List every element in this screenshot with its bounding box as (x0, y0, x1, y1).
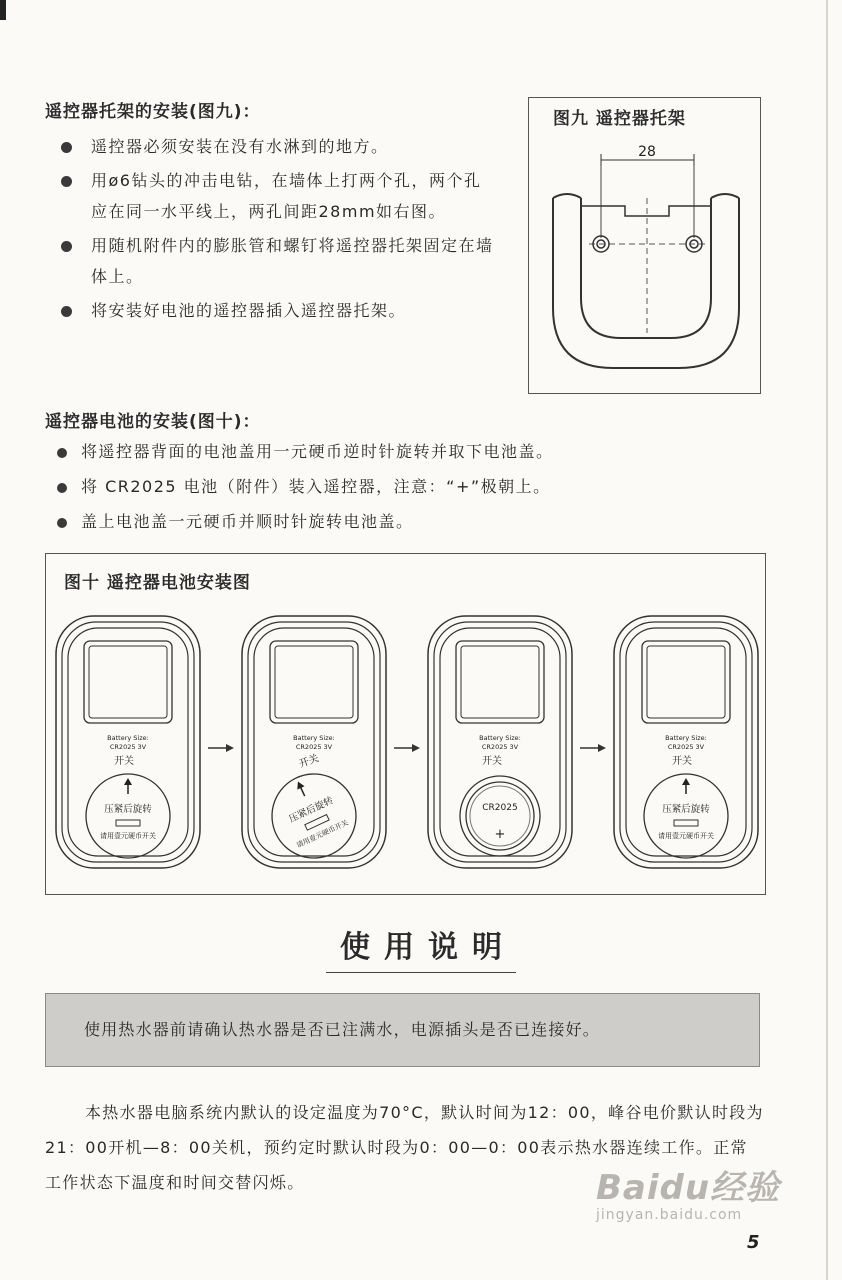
figure-9-title: 图九 遥控器托架 (553, 109, 686, 129)
bullet-icon (61, 176, 72, 187)
watermark-url: jingyan.baidu.com (596, 1207, 743, 1223)
bullet-icon (57, 448, 67, 458)
arrow-up-icon (124, 778, 132, 785)
bullet-icon (57, 518, 67, 528)
coin-instruction: 请用壹元硬币开关 (100, 832, 156, 840)
battery-spec-label: CR2025 3V (481, 743, 519, 751)
list-item (57, 471, 745, 502)
usage-title-wrap (0, 922, 842, 973)
list-item-text: 用随机附件内的膨胀管和螺钉将遥控器托架固定在墙体上。 (91, 236, 494, 286)
list-item-text: 遥控器必须安装在没有水淋到的地方。 (91, 137, 389, 156)
arrow-up-icon (294, 780, 304, 790)
coin-instruction: 请用壹元硬币开关 (295, 818, 350, 850)
bracket-diagram (529, 98, 762, 395)
battery-compartment (460, 776, 540, 856)
battery-cover (644, 774, 728, 858)
battery-spec-label: CR2025 3V (295, 743, 333, 751)
remote-step-2 (242, 616, 386, 872)
cover-instruction: 压紧后旋转 (662, 804, 710, 815)
battery-install-section (45, 407, 745, 537)
switch-label: 开关 (297, 753, 321, 771)
list-item (61, 165, 495, 227)
switch-label: 开关 (114, 756, 134, 767)
switch-label: 开关 (672, 756, 692, 767)
coin-instruction: 请用壹元硬币开关 (658, 832, 714, 840)
bullet-icon (61, 241, 72, 252)
bracket-install-section (45, 97, 495, 326)
list-item-text: 将 CR2025 电池（附件）装入遥控器，注意：“+”极朝上。 (81, 477, 551, 496)
list-item-text: 用ø6钻头的冲击电钻，在墙体上打两个孔，两个孔应在同一水平线上，两孔间距28mm如右图。 (91, 171, 482, 221)
list-item-text: 将遥控器背面的电池盖用一元硬币逆时针旋转并取下电池盖。 (81, 442, 554, 461)
step-arrow-icon (394, 744, 420, 752)
bracket-install-list (61, 131, 495, 326)
list-item (57, 506, 745, 537)
list-item (61, 295, 495, 326)
remote-step-1 (56, 616, 200, 868)
cover-instruction: 压紧后旋转 (287, 795, 336, 826)
bracket-install-title: 遥控器托架的安装(图九)： (45, 102, 261, 122)
battery-spec-label: CR2025 3V (667, 743, 705, 751)
battery-cover (86, 774, 170, 858)
remote-step-4 (614, 616, 758, 868)
battery-install-list (57, 436, 745, 537)
battery-install-title: 遥控器电池的安装(图十)： (45, 412, 261, 432)
watermark-logo: Baidu经验 (596, 1168, 781, 1208)
battery-label: CR2025 (482, 803, 518, 813)
page-edge (826, 0, 828, 1280)
figure-10-battery (45, 553, 766, 895)
figure-9-bracket (528, 97, 761, 394)
bullet-icon (61, 142, 72, 153)
list-item (61, 230, 495, 292)
list-item-text: 将安装好电池的遥控器插入遥控器托架。 (91, 301, 407, 320)
battery-size-label: Battery Size: (479, 734, 521, 742)
switch-label: 开关 (482, 756, 502, 767)
page-number: 5 (747, 1232, 760, 1253)
list-item (61, 131, 495, 162)
dimension-label: 28 (638, 144, 656, 160)
battery-spec-label: CR2025 3V (109, 743, 147, 751)
step-arrow-icon (580, 744, 606, 752)
list-item-text: 盖上电池盖一元硬币并顺时针旋转电池盖。 (81, 512, 414, 531)
corner-mark (0, 0, 6, 20)
notice-text: 使用热水器前请确认热水器是否已注满水，电源插头是否已连接好。 (84, 1020, 601, 1039)
step-arrow-icon (208, 744, 234, 752)
usage-paragraph: 本热水器电脑系统内默认的设定温度为70°C，默认时间为12：00，峰谷电价默认时段为21：00开机—8：00关机，预约定时默认时段为0：00—0：00表示热水器连续工作。正常工作状态下温度和时间交替闪烁。 (45, 1103, 764, 1192)
battery-size-label: Battery Size: (107, 734, 149, 742)
notice-box (45, 993, 760, 1067)
usage-title: 使用说明 (326, 922, 516, 973)
battery-size-label: Battery Size: (665, 734, 707, 742)
bullet-icon (57, 483, 67, 493)
remote-step-3 (428, 616, 572, 868)
plus-sign: + (494, 827, 506, 842)
bullet-icon (61, 306, 72, 317)
battery-size-label: Battery Size: (293, 734, 335, 742)
watermark (596, 1160, 780, 1223)
figure-10-title: 图十 遥控器电池安装图 (64, 573, 251, 593)
cover-instruction: 压紧后旋转 (104, 804, 152, 815)
battery-steps-diagram (46, 554, 767, 896)
arrow-up-icon (682, 778, 690, 785)
list-item (57, 436, 745, 467)
